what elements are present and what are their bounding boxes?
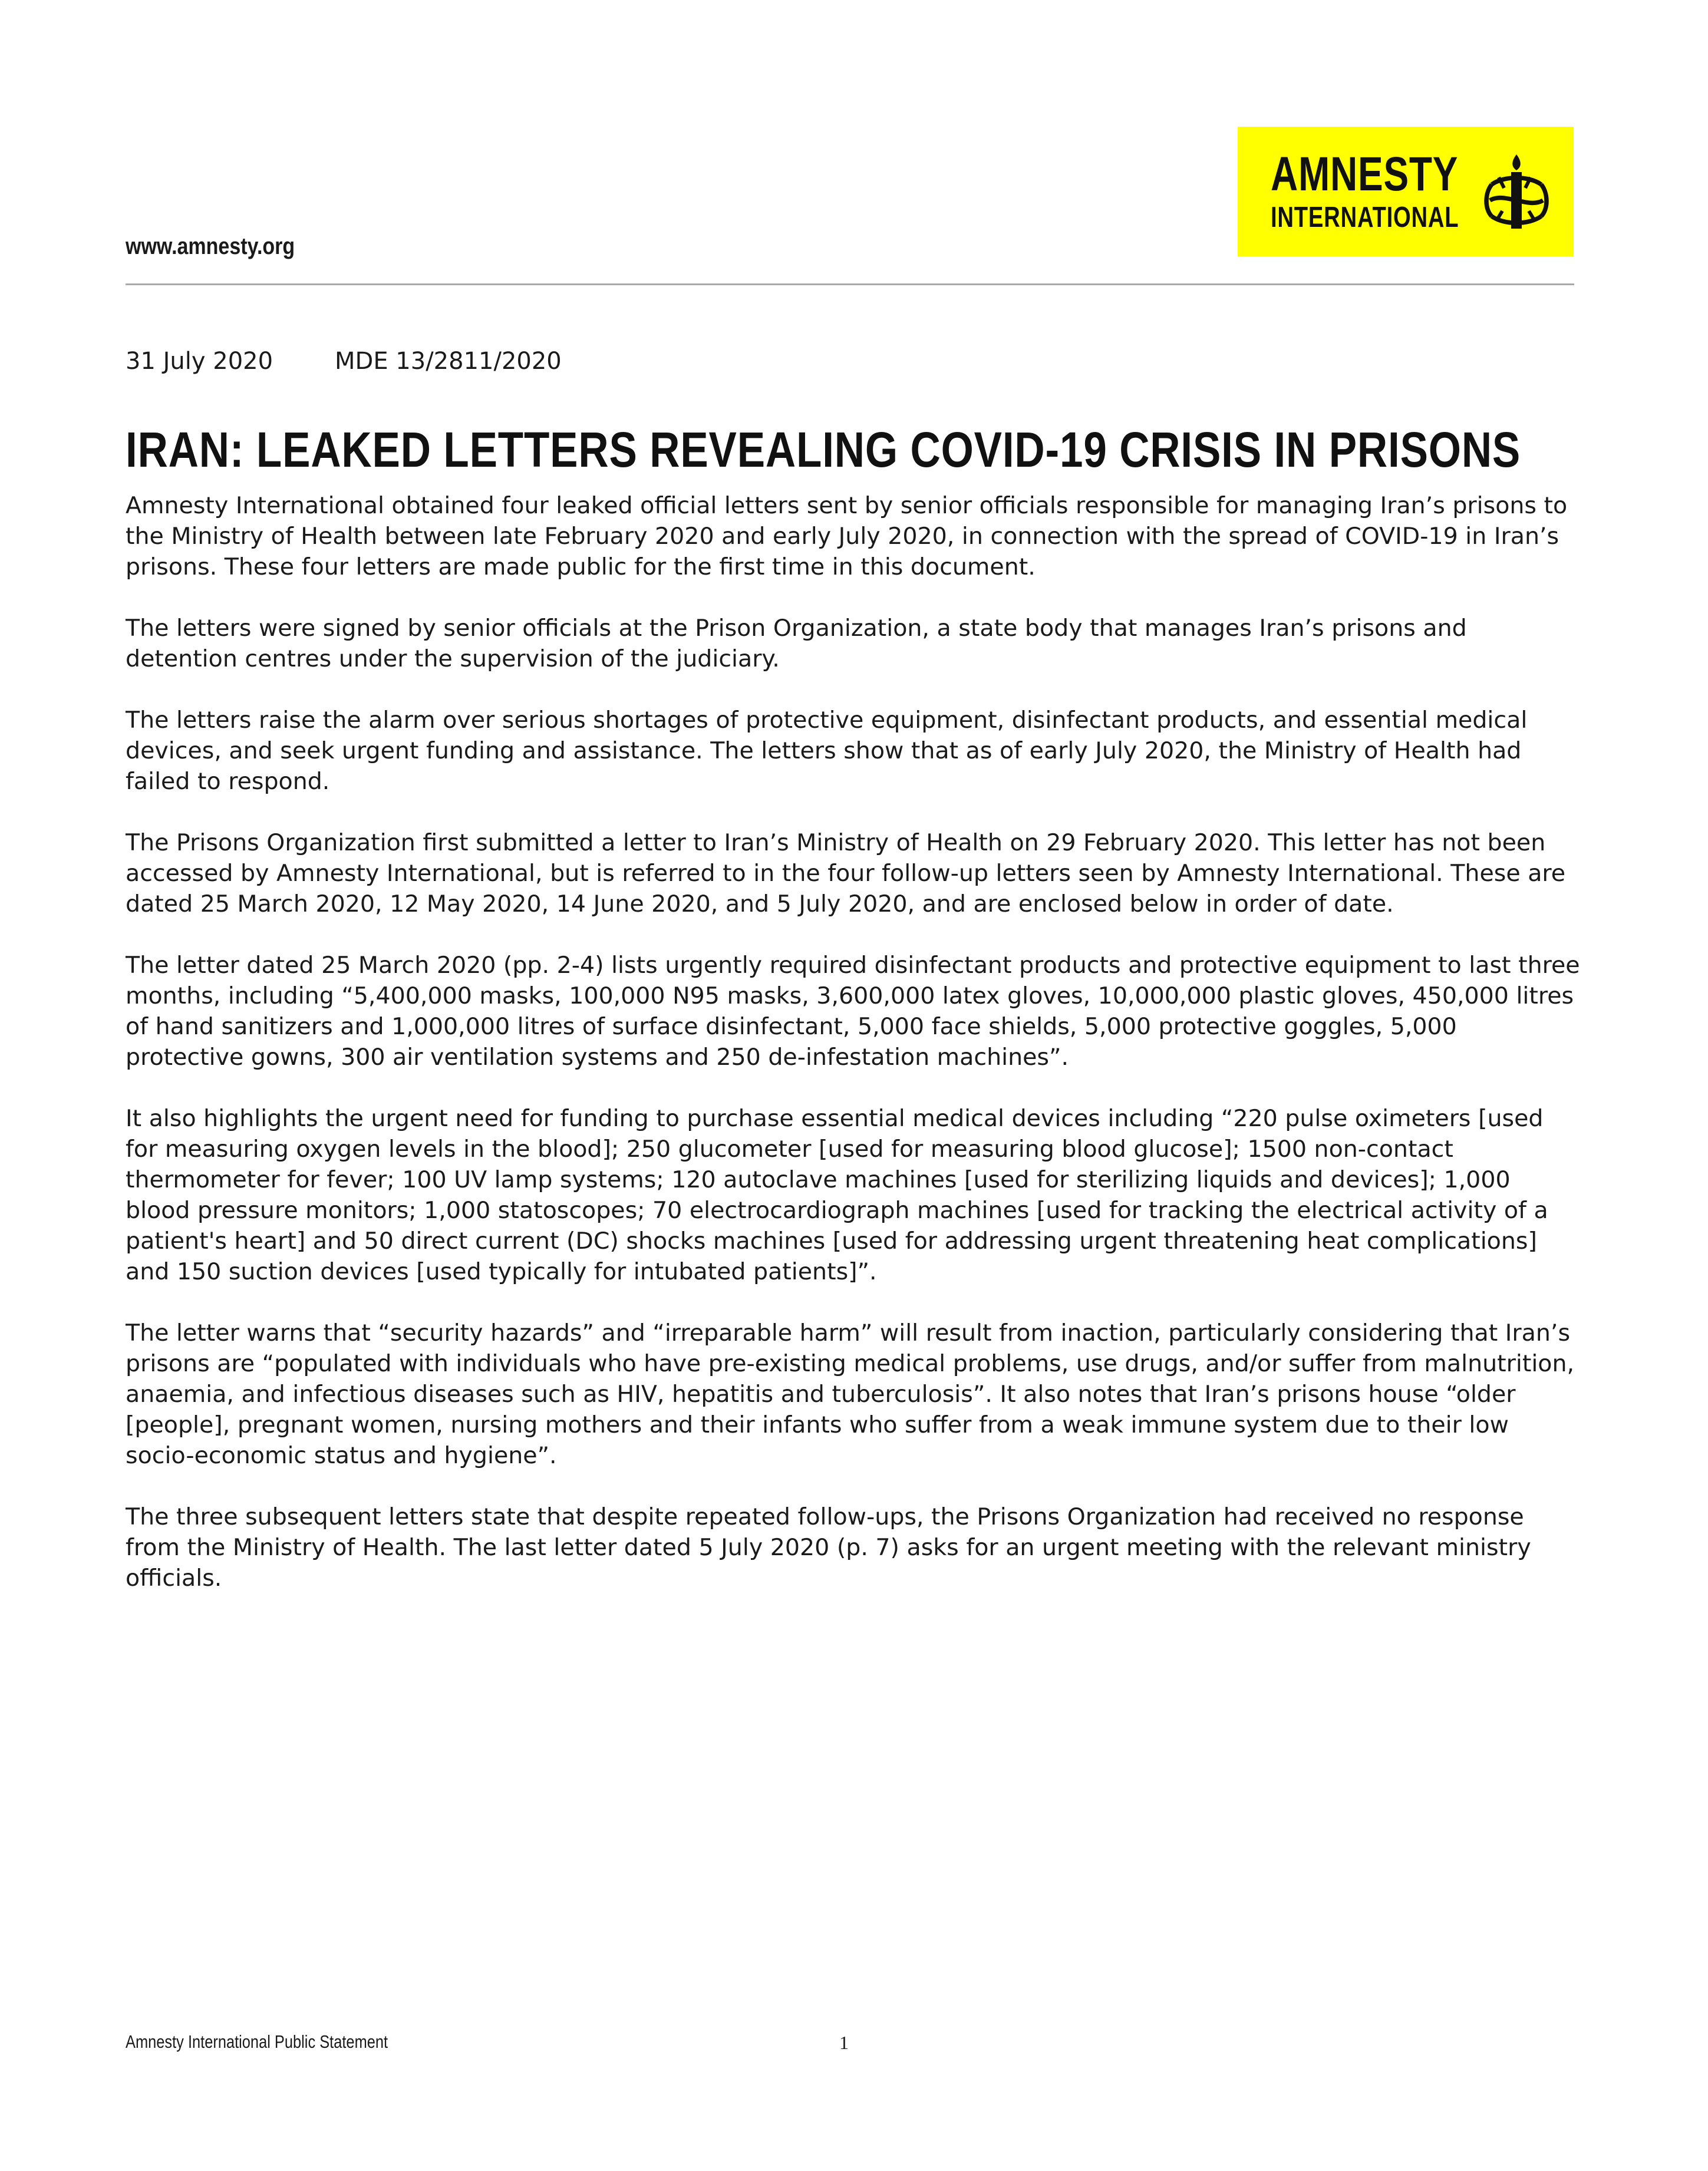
paragraph: The letters raise the alarm over serious shortages of protective equipment, disinfectant products, and essential medical devices, and seek urgent funding and assistance. The letters show that as of early July 2020, the Ministry of Health had failed to respond.	[126, 707, 1528, 795]
paragraph: The letter dated 25 March 2020 (pp. 2-4) lists urgently required disinfectant products and protective equipment to last three months, including “5,400,000 masks, 100,000 N95 masks, 3,600,000 latex gloves, 10,000,000 plastic gloves, 450,000 litres of hand sanitizers and 1,000,000 litres of surface disinfectant, 5,000 face shields, 5,000 protective goggles, 5,000 protective gowns, 300 air ventilation systems and 250 de-infestation machines”.	[126, 952, 1580, 1071]
document-body	[126, 490, 1581, 1624]
header-divider	[126, 283, 1574, 285]
document-date: 31 July 2020	[126, 348, 273, 375]
paragraph: It also highlights the urgent need for funding to purchase essential medical devices including “220 pulse oximeters [used for measuring oxygen levels in the blood]; 250 glucometer [used for measuring blood glucose]; 1500 non-contact thermometer for fever; 100 UV lamp systems; 120 autoclave machines [used for sterilizing liquids and devices]; 1,000 blood pressure monitors; 1,000 statoscopes; 70 electrocardiograph machines [used for tracking the electrical activity of a patient's heart] and 50 direct current (DC) shocks machines [used for addressing urgent threatening heat complications] and 150 suction devices [used typically for intubated patients]”.	[126, 1105, 1548, 1285]
page-number: 1	[839, 2032, 849, 2053]
logo-wordmark	[1271, 147, 1459, 233]
site-url[interactable]: www.amnesty.org	[126, 233, 295, 259]
candle-barbed-wire-icon	[1472, 149, 1561, 237]
amnesty-logo	[1238, 127, 1574, 256]
paragraph: Amnesty International obtained four leaked official letters sent by senior officials responsible for managing Iran’s prisons to the Ministry of Health between late February 2020 and early July 2020, in connection with the spread of COVID-19 in Iran’s prisons. These four letters are made public for the first time in this document.	[126, 492, 1568, 580]
paragraph: The three subsequent letters state that despite repeated follow-ups, the Prisons Organization had received no response from the Ministry of Health. The last letter dated 5 July 2020 (p. 7) asks for an urgent meeting with the relevant ministry officials.	[126, 1503, 1531, 1592]
paragraph: The letter warns that “security hazards” and “irreparable harm” will result from inaction, particularly considering that Iran’s prisons are “populated with individuals who have pre-existing medical problems, use drugs, and/or suffer from malnutrition, anaemia, and infectious diseases such as HIV, hepatitis and tuberculosis”. It also notes that Iran’s prisons house “older [people], pregnant women, nursing mothers and their infants who suffer from a weak immune system due to their low socio-economic status and hygiene”.	[126, 1319, 1575, 1469]
document-reference: MDE 13/2811/2020	[335, 348, 562, 375]
paragraph: The letters were signed by senior officials at the Prison Organization, a state body that manages Iran’s prisons and detention centres under the supervision of the judiciary.	[126, 615, 1467, 672]
logo-line-amnesty: AMNESTY	[1271, 147, 1459, 201]
logo-line-international: INTERNATIONAL	[1271, 202, 1459, 233]
document-meta	[126, 348, 562, 375]
page-title: IRAN: LEAKED LETTERS REVEALING COVID-19 CRISIS IN PRISONS	[126, 422, 1521, 477]
paragraph: The Prisons Organization first submitted a letter to Iran’s Ministry of Health on 29 February 2020. This letter has not been accessed by Amnesty International, but is referred to in the four follow-up letters seen by Amnesty International. These are dated 25 March 2020, 12 May 2020, 14 June 2020, and 5 July 2020, and are enclosed below in order of date.	[126, 829, 1566, 918]
footer-label: Amnesty International Public Statement	[126, 2031, 388, 2052]
